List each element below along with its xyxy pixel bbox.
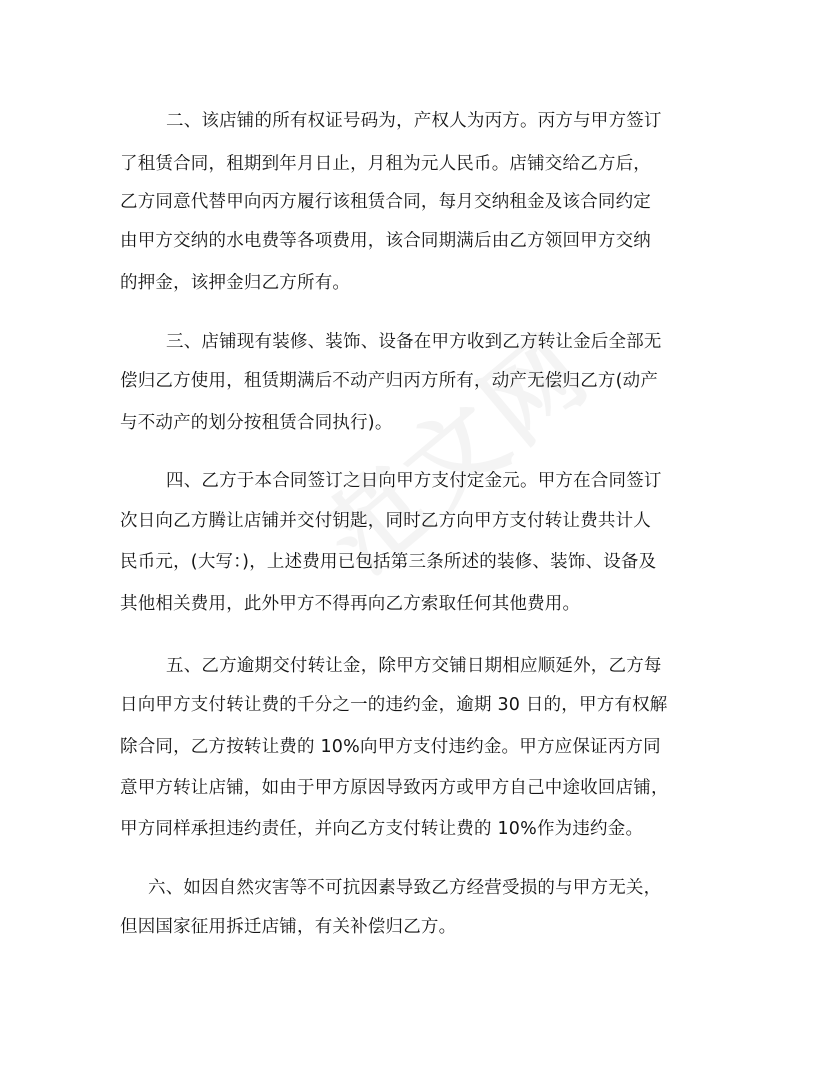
paragraph-5-line-2: 但因国家征用拆迁店铺，有关补偿归乙方。 [120,917,457,937]
paragraph-2-line-3: 与不动产的划分按租赁合同执行)。 [120,413,393,433]
paragraph-4-line-1: 五、乙方逾期交付转让金，除甲方交铺日期相应顺延外，乙方每 [166,656,662,676]
paragraph-1-line-2: 了租赁合同，租期到年月日止，月租为元人民币。店铺交给乙方后， [120,154,651,174]
paragraph-4-line-5: 甲方同样承担违约责任，并向乙方支付转让费的 10%作为违约金。 [120,819,644,839]
paragraph-4-line-4: 意甲方转让店铺，如由于甲方原因导致丙方或甲方自己中途收回店铺， [120,778,669,798]
paragraph-1-line-4: 由甲方交纳的水电费等各项费用，该合同期满后由乙方领回甲方交纳 [120,231,651,251]
paragraph-1-line-3: 乙方同意代替甲向丙方履行该租赁合同，每月交纳租金及该合同约定 [120,192,651,212]
paragraph-3-line-1: 四、乙方于本合同签订之日向甲方支付定金元。甲方在合同签订 [166,471,662,491]
paragraph-4-line-2: 日向甲方支付转让费的千分之一的违约金，逾期 30 日的，甲方有权解 [120,695,668,715]
paragraph-2-line-2: 偿归乙方使用，租赁期满后不动产归丙方所有，动产无偿归乙方(动产 [120,371,659,391]
paragraph-1-line-1: 二、该店铺的所有权证号码为，产权人为丙方。丙方与甲方签订 [166,111,662,131]
paragraph-3-line-3: 民币元，(大写：)，上述费用已包括第三条所述的装修、装饰、设备及 [120,552,657,572]
paragraph-4-line-3: 除合同，乙方按转让费的 10%向甲方支付违约金。甲方应保证丙方同 [120,737,661,757]
paragraph-3-line-4: 其他相关费用，此外甲方不得再向乙方索取任何其他费用。 [120,594,581,614]
paragraph-2-line-1: 三、店铺现有装修、装饰、设备在甲方收到乙方转让金后全部无 [166,332,662,352]
paragraph-3-line-2: 次日向乙方腾让店铺并交付钥匙，同时乙方向甲方支付转让费共计人 [120,511,651,531]
paragraph-5-line-1: 六、如因自然灾害等不可抗因素导致乙方经营受损的与甲方无关， [148,878,662,898]
paragraph-1-line-5: 的押金，该押金归乙方所有。 [120,273,351,293]
